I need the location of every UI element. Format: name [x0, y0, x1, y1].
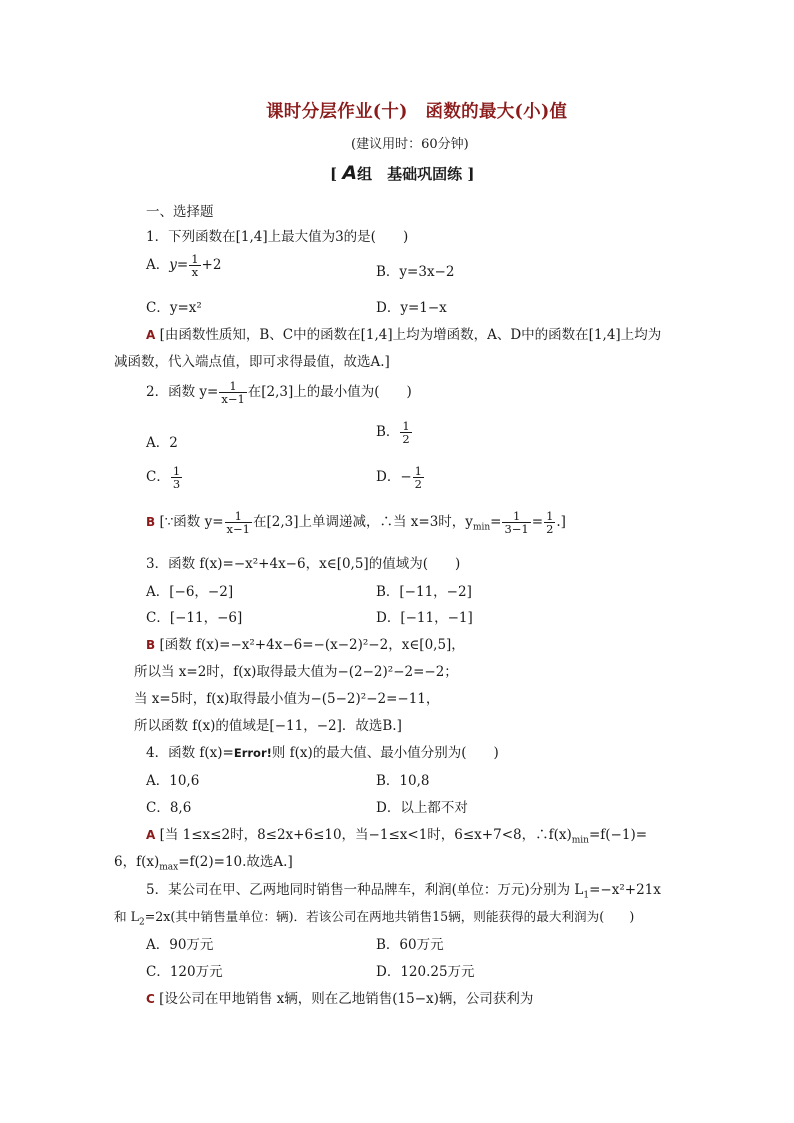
bracket-left: [	[330, 165, 338, 183]
page-title: 课时分层作业(十) 函数的最大(小)值	[266, 102, 568, 122]
q2-frac-den: x−1	[221, 392, 245, 406]
q4-error-text: Error!	[233, 746, 272, 760]
q2-sol-frac2-num: 1	[502, 510, 530, 523]
q5-option-b: B．60万元	[376, 937, 444, 953]
q4-option-a: A．10,6	[146, 773, 200, 789]
q3-answer-letter: B	[146, 638, 156, 652]
q1-option-b: B．y=3x−2	[376, 264, 455, 280]
q5-line2-b: =2x(其中销售量单位：辆)．若该公司在两地共销售15辆，则能获得的最大利润为( )	[144, 909, 635, 924]
q5-line1-sub: 1	[583, 890, 590, 901]
q2-option-b-label: B．	[376, 424, 400, 440]
q1-option-a-den: x	[191, 265, 199, 279]
q2-option-c-label: C．	[146, 469, 170, 485]
q2-solution-c: =	[490, 514, 502, 530]
q2-sol-frac1-num: 1	[225, 510, 252, 523]
q3-option-c: C．[−11，−6]	[146, 610, 243, 626]
q2-option-b	[376, 420, 413, 445]
q2-sol-frac3-den: 2	[546, 522, 554, 536]
q4-solution-1-sub: min	[571, 835, 589, 846]
q1-stem: 1．下列函数在[1,4]上最大值为3的是( )	[146, 229, 409, 245]
q5-option-d: D．120.25万元	[376, 964, 475, 980]
q2-stem-suffix: 在[2,3]上的最小值为( )	[247, 384, 412, 400]
q2-solution-subscript: min	[472, 522, 491, 533]
q1-option-a: A．y= $\frac{1}{x}$ +2	[146, 252, 222, 279]
q5-solution-line-1	[146, 987, 533, 1007]
q5-option-c: C．120万元	[146, 964, 223, 980]
q2-answer-letter: B	[146, 515, 156, 529]
section-heading: 一、选择题	[146, 204, 214, 220]
q2-sol-frac2-den: 3−1	[504, 522, 529, 536]
q4-stem-a: 4．函数 f(x)=	[146, 745, 234, 761]
q4-solution-2b: =f(2)=10.故选A.]	[178, 854, 293, 870]
q2-option-c-num: 1	[172, 464, 181, 478]
q2-option-b-den: 2	[402, 432, 410, 446]
q5-line1-a: 5．某公司在甲、乙两地同时销售一种品牌车，利润(单位：万元)分别为 L	[146, 882, 584, 898]
q2-option-a: A．2	[146, 435, 178, 451]
q4-answer-letter: A	[146, 828, 156, 842]
q4-solution-1a: [当 1≤x≤2时，8≤2x+6≤10，当−1≤x<1时，6≤x+7<8，∴f(x)	[159, 827, 572, 843]
q2-option-d	[376, 465, 425, 490]
group-heading	[330, 162, 474, 184]
q4-solution-1b: =f(−1)=	[588, 827, 648, 843]
q4-solution-line-2	[114, 850, 293, 873]
q2-sol-frac3-num: 1	[546, 509, 554, 523]
group-text: 组 基础巩固练	[357, 165, 463, 183]
q5-solution-text-1: [设公司在甲地销售 x辆，则在乙地销售(15−x)辆，公司获利为	[159, 991, 534, 1007]
q5-option-a: A．90万元	[146, 937, 214, 953]
q5-line1-b: =−x²+21x	[589, 882, 661, 898]
q4-option-c: C．8,6	[146, 800, 192, 816]
time-note: (建议用时：60分钟)	[351, 137, 469, 152]
q2-solution-b: 在[2,3]上单调递减，∴当 x=3时，y	[253, 514, 473, 530]
q2-solution-d: =	[531, 514, 544, 530]
q1-option-a-label: A．	[146, 257, 170, 273]
q2-solution-e: .]	[556, 514, 566, 530]
q2-option-c-den: 3	[172, 477, 181, 491]
q2-stem	[146, 380, 412, 405]
q2-frac-num: 1	[219, 380, 246, 393]
q3-solution-line-2: 所以当 x=2时，f(x)取得最大值为−(2−2)²−2=−2；	[134, 664, 458, 680]
q2-solution	[146, 510, 566, 535]
q1-solution-line-1	[146, 323, 661, 343]
q2-option-d-num: 1	[414, 464, 422, 478]
q1-answer-letter: A	[146, 328, 156, 342]
q1-option-a-num: 1	[191, 252, 199, 266]
q1-option-a-suffix: +2	[201, 257, 222, 273]
q5-line2-sub: 2	[138, 917, 145, 928]
q3-option-b: B．[−11，−2]	[376, 584, 472, 600]
q1-option-c: C．y=x²	[146, 300, 202, 316]
q5-stem-line-1	[146, 878, 661, 901]
q3-option-d: D．[−11，−1]	[376, 610, 473, 626]
q3-solution-line-4: 所以函数 f(x)的值域是[−11，−2]．故选B.]	[134, 718, 402, 734]
q2-option-c	[146, 465, 183, 490]
q3-stem: 3．函数 f(x)=−x²+4x−6，x∈[0,5]的值域为( )	[146, 556, 461, 572]
q2-solution-a: [∵函数 y=	[159, 514, 224, 530]
q3-solution-line-3: 当 x=5时，f(x)取得最小值为−(5−2)²−2=−11，	[134, 691, 440, 707]
q4-stem	[146, 741, 499, 761]
q5-line2-a: 和 L	[114, 909, 139, 924]
q2-option-d-label: D．−	[376, 469, 412, 485]
q4-solution-2-sub: max	[159, 862, 179, 873]
q3-option-a: A．[−6，−2]	[146, 584, 234, 600]
q1-option-d: D．y=1−x	[376, 300, 447, 316]
q4-option-b: B．10,8	[376, 773, 430, 789]
q4-stem-b: 则 f(x)的最大值、最小值分别为( )	[271, 745, 499, 761]
q2-sol-frac1-den: x−1	[226, 522, 250, 536]
q5-stem-line-2	[114, 906, 634, 928]
q1-solution-text-1: [由函数性质知，B、C中的函数在[1,4]上均为增函数，A、D中的函数在[1,4]上均为	[159, 327, 662, 343]
bracket-right: ]	[467, 165, 475, 183]
q4-solution-2a: 6，f(x)	[114, 854, 160, 870]
q2-option-d-den: 2	[414, 477, 422, 491]
q2-stem-prefix: 2．函数 y=	[146, 384, 219, 400]
group-letter: A	[342, 162, 358, 184]
q2-option-b-num: 1	[402, 419, 410, 433]
q5-answer-letter: C	[146, 992, 155, 1006]
q1-solution-line-2: 减函数，代入端点值，即可求得最值，故选A.]	[114, 354, 390, 370]
q4-option-d: D．以上都不对	[376, 800, 468, 816]
q4-solution-line-1	[146, 823, 647, 846]
q3-solution-line-1	[146, 633, 465, 653]
q3-solution-text-1: [函数 f(x)=−x²+4x−6=−(x−2)²−2，x∈[0,5]，	[159, 637, 465, 653]
